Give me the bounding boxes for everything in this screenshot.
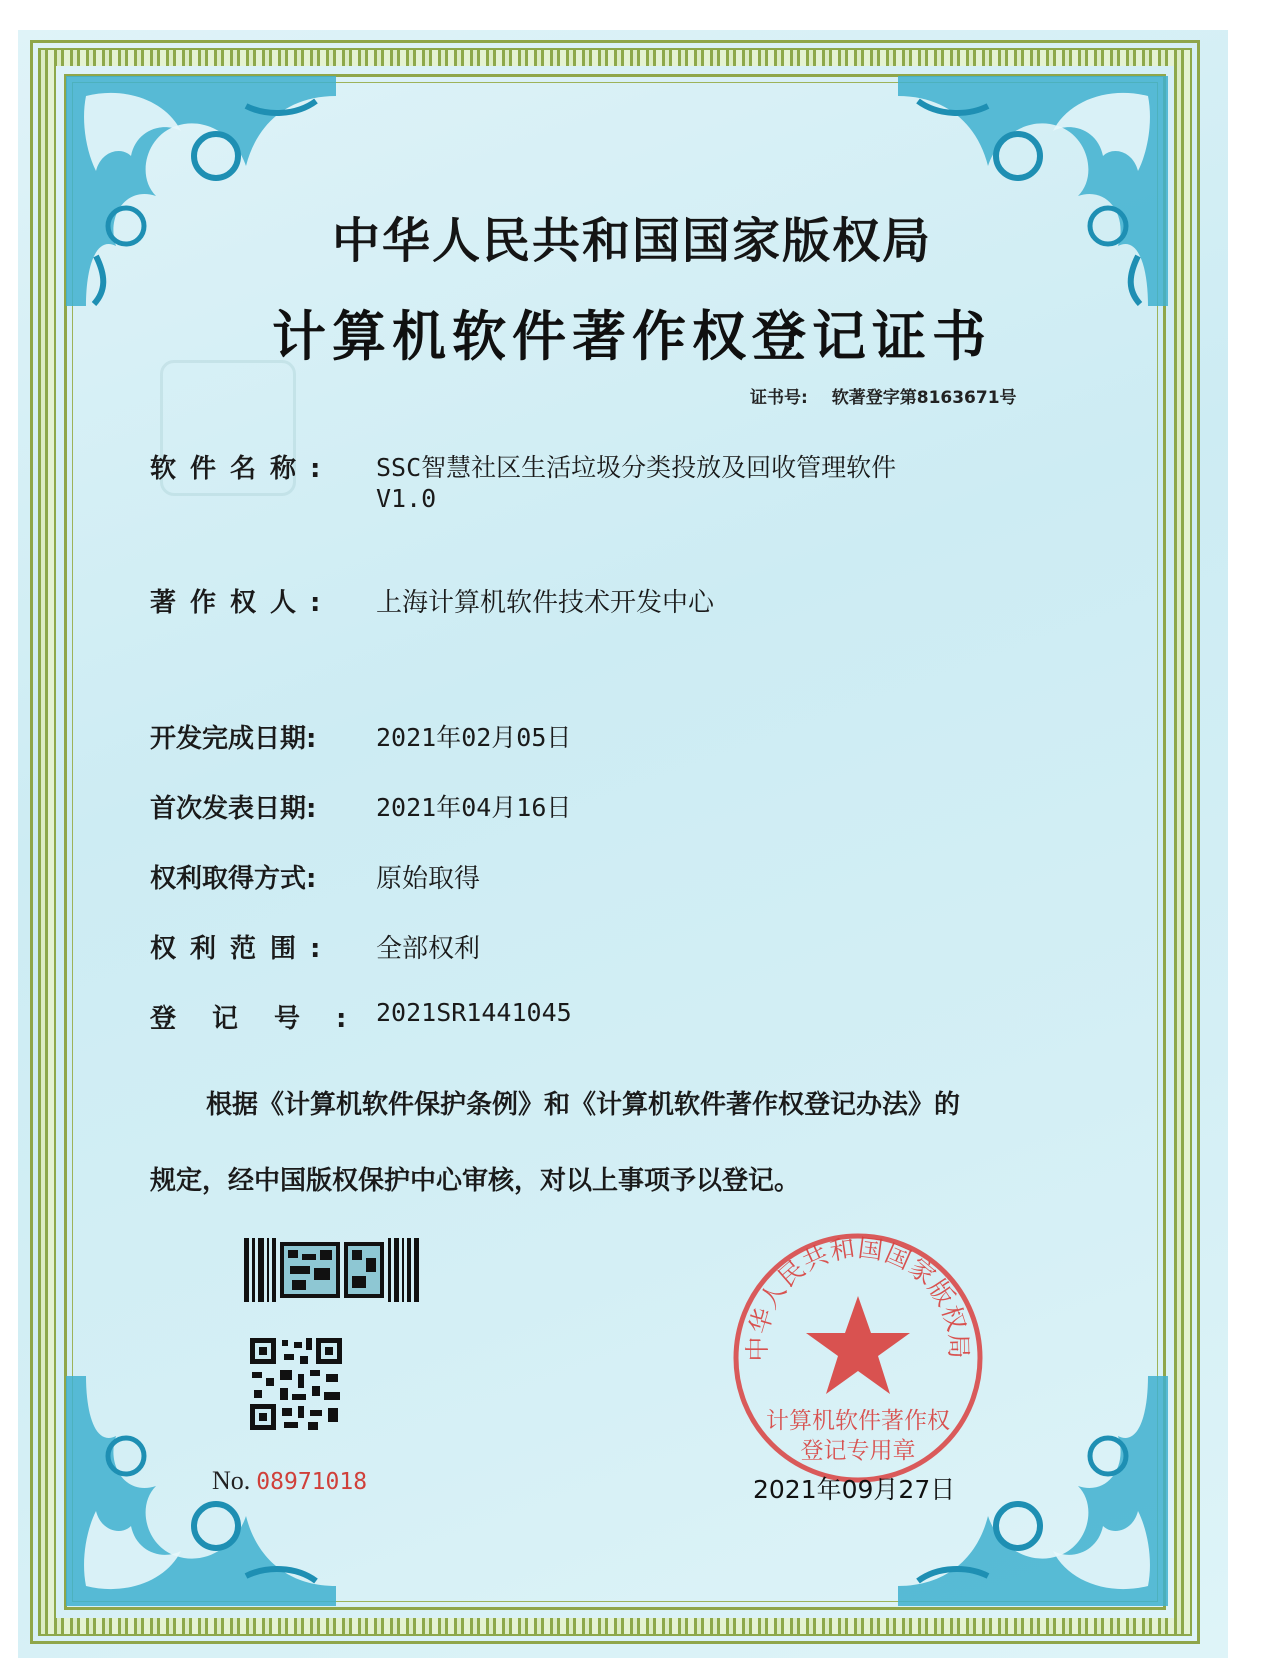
field-value: 上海计算机软件技术开发中心 bbox=[376, 588, 715, 618]
field-value: 2021年02月05日 bbox=[376, 723, 572, 752]
field-value: 原始取得 bbox=[376, 864, 481, 894]
field-label: 权利范围: bbox=[150, 934, 335, 964]
barcode-icon bbox=[244, 1238, 420, 1302]
star-icon bbox=[806, 1296, 910, 1394]
serial-prefix: No. bbox=[212, 1466, 251, 1495]
corner-ornament-icon bbox=[66, 76, 336, 306]
field-value: 2021SR1441045 bbox=[376, 998, 572, 1027]
seal-inner-line-1: 计算机软件著作权 bbox=[766, 1408, 950, 1434]
serial-number bbox=[212, 1466, 367, 1496]
authority-title: 中华人民共和国国家版权局 bbox=[331, 213, 932, 269]
field-value: 全部权利 bbox=[376, 934, 481, 964]
statement-line-2: 规定，经中国版权保护中心审核，对以上事项予以登记。 bbox=[150, 1166, 801, 1196]
field-label: 权利取得方式: bbox=[150, 864, 317, 894]
serial-number-value: 08971018 bbox=[256, 1469, 368, 1495]
statement-line-1: 根据《计算机软件保护条例》和《计算机软件著作权登记办法》的 bbox=[206, 1090, 961, 1120]
field-label: 首次发表日期: bbox=[150, 794, 317, 824]
field-value: SSC智慧社区生活垃圾分类投放及回收管理软件 bbox=[376, 453, 897, 482]
corner-ornament-icon bbox=[898, 76, 1168, 306]
field-label: 登记号: bbox=[150, 1004, 383, 1034]
certificate-number-label: 证书号: bbox=[750, 388, 808, 408]
issue-date: 2021年09月27日 bbox=[753, 1475, 956, 1504]
field-label: 著作权人: bbox=[150, 588, 335, 618]
qr-code-icon bbox=[250, 1338, 342, 1430]
field-value: 2021年04月16日 bbox=[376, 793, 572, 822]
seal-outer-text: 中华人民共和国国家版权局 bbox=[742, 1233, 974, 1362]
field-value-line2: V1.0 bbox=[376, 484, 437, 513]
field-label: 软件名称: bbox=[150, 454, 335, 484]
seal-inner-line-2: 登记专用章 bbox=[800, 1438, 916, 1464]
document-title: 计算机软件著作权登记证书 bbox=[272, 304, 992, 368]
field-label: 开发完成日期: bbox=[150, 724, 317, 754]
certificate-number-value: 软著登字第8163671号 bbox=[831, 388, 1017, 408]
official-seal bbox=[728, 1228, 988, 1488]
certificate-number bbox=[750, 383, 1017, 408]
